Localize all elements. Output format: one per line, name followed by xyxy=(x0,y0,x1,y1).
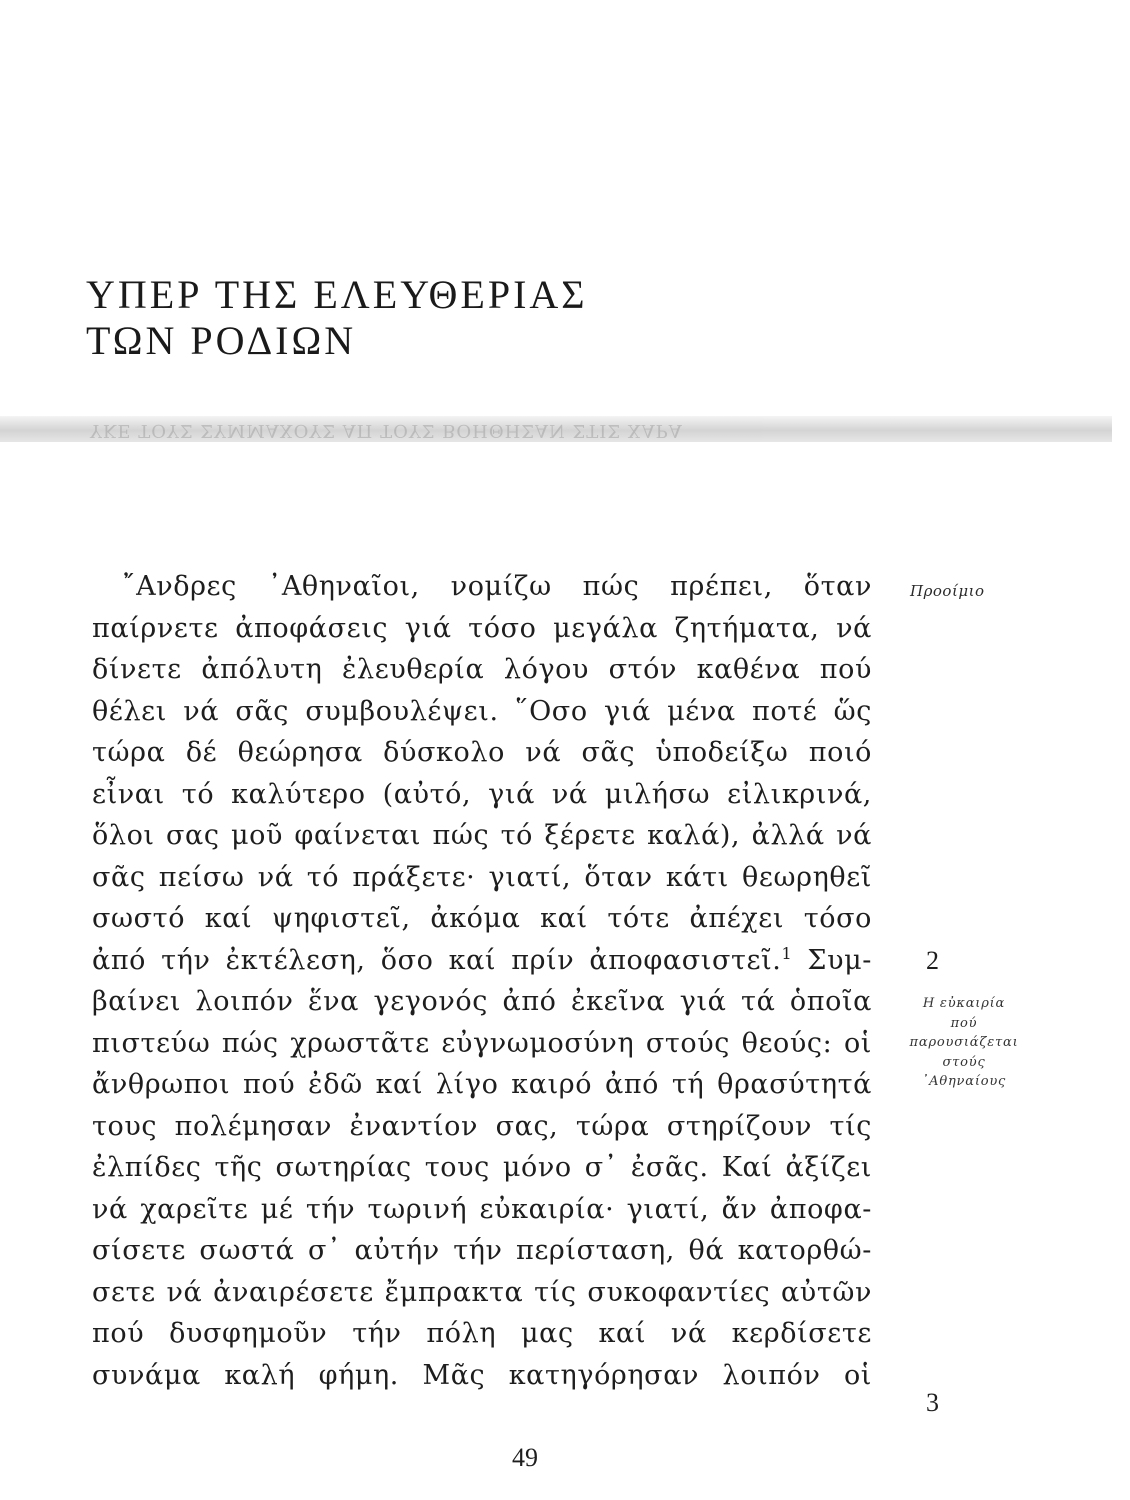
text-line: ῎Ανδρες ᾿Αθηναῖοι, νομίζω πώς πρέπει, ὅταν xyxy=(122,571,872,602)
margin-note-line: ᾿Αθηναίους xyxy=(921,1074,1007,1089)
section-number-2: 2 xyxy=(926,946,939,975)
text-line: εἶναι τό καλύτερο (αὐτό, γιά νά μιλήσω εἰλικρινά, xyxy=(92,778,872,810)
text-line: ὅλοι σας μοῦ φαίνεται πώς τό ξέρετε καλά), ἀλλά νά xyxy=(92,820,872,851)
text-line: σωστό καί ψηφιστεῖ, ἀκόμα καί τότε ἀπέχει τόσο xyxy=(92,903,872,934)
text-line: σίσετε σωστά σ᾿ αὐτήν τήν περίσταση, θά κατορθώ- xyxy=(92,1235,872,1266)
chapter-title-line-2: ΤΩΝ ΡΟΔΙΩΝ xyxy=(86,318,357,363)
text-line: πού δυσφημοῦν τήν πόλη μας καί νά κερδίσετε xyxy=(92,1318,872,1349)
text-line-body: ἀπό τήν ἐκτέλεση, ὅσο καί πρίν ἀποφασιστεῖ. xyxy=(92,944,782,976)
page-number xyxy=(0,1443,1130,1473)
text-line: δίνετε ἀπόλυτη ἐλευθερία λόγου στόν καθένα πού xyxy=(92,654,872,685)
margin-note-line: πού xyxy=(950,1015,978,1031)
margin-note-line: στούς xyxy=(942,1054,986,1070)
bleed-through-text: ΥΚΕ ΤΟΥΣ ΣΥΜΜΑΧΟΥΣ ΑΠ ΤΟΥΣ ΒΟΗΘΗΣΑΝ ΣΤΙΣ ΧΑΡΑ xyxy=(90,420,683,441)
section-number-3: 3 xyxy=(926,1388,939,1417)
text-line: βαίνει λοιπόν ἕνα γεγονός ἀπό ἐκεῖνα γιά τά ὁποῖα xyxy=(92,986,872,1017)
text-line-with-footnote xyxy=(92,940,872,982)
text-line: σᾶς πείσω νά τό πράξετε· γιατί, ὅταν κάτι θεωρηθεῖ xyxy=(92,861,872,893)
text-line: ἐλπίδες τῆς σωτηρίας τους μόνο σ᾿ ἐσᾶς. Καί ἀξίζει xyxy=(92,1152,872,1183)
text-line: παίρνετε ἀποφάσεις γιά τόσο μεγάλα ζητήματα, νά xyxy=(92,612,872,644)
text-line: τους πολέμησαν ἐναντίον σας, τώρα στηρίζουν τίς xyxy=(92,1110,872,1142)
margin-note-eukairia xyxy=(904,994,1024,1092)
page-number-value: 49 xyxy=(512,1443,538,1472)
scan-bleed-through-band xyxy=(0,416,1112,442)
text-line: ἄνθρωποι πού ἐδῶ καί λίγο καιρό ἀπό τή θρασύτητά xyxy=(92,1069,872,1100)
text-line: νά χαρεῖτε μέ τήν τωρινή εὐκαιρία· γιατί, ἄν ἀποφα- xyxy=(92,1193,872,1225)
text-line: σετε νά ἀναιρέσετε ἔμπρακτα τίς συκοφαντίες αὐτῶν xyxy=(92,1276,872,1308)
text-line: πιστεύω πώς χρωστᾶτε εὐγνωμοσύνη στούς θεούς: οἱ xyxy=(92,1027,872,1059)
text-line-tail: Συμ- xyxy=(792,944,872,976)
chapter-title xyxy=(86,272,588,364)
text-line: θέλει νά σᾶς συμβουλέψει. ῞Οσο γιά μένα ποτέ ὥς xyxy=(92,695,872,727)
chapter-title-line-1: ΥΠΕΡ ΤΗΣ ΕΛΕΥΘΕΡΙΑΣ xyxy=(86,272,588,317)
footnote-marker[interactable]: 1 xyxy=(781,943,793,963)
body-text xyxy=(92,566,872,1396)
margin-note-line: Η εὐκαιρία xyxy=(922,996,1006,1011)
text-line: τώρα δέ θεώρησα δύσκολο νά σᾶς ὑποδείξω ποιό xyxy=(92,737,872,768)
text-line: συνάμα καλή φήμη. Μᾶς κατηγόρησαν λοιπόν οἱ xyxy=(92,1359,872,1391)
margin-note-line: παρουσιάζεται xyxy=(909,1035,1019,1050)
margin-note-prooimio: Προοίμιο xyxy=(910,582,985,600)
